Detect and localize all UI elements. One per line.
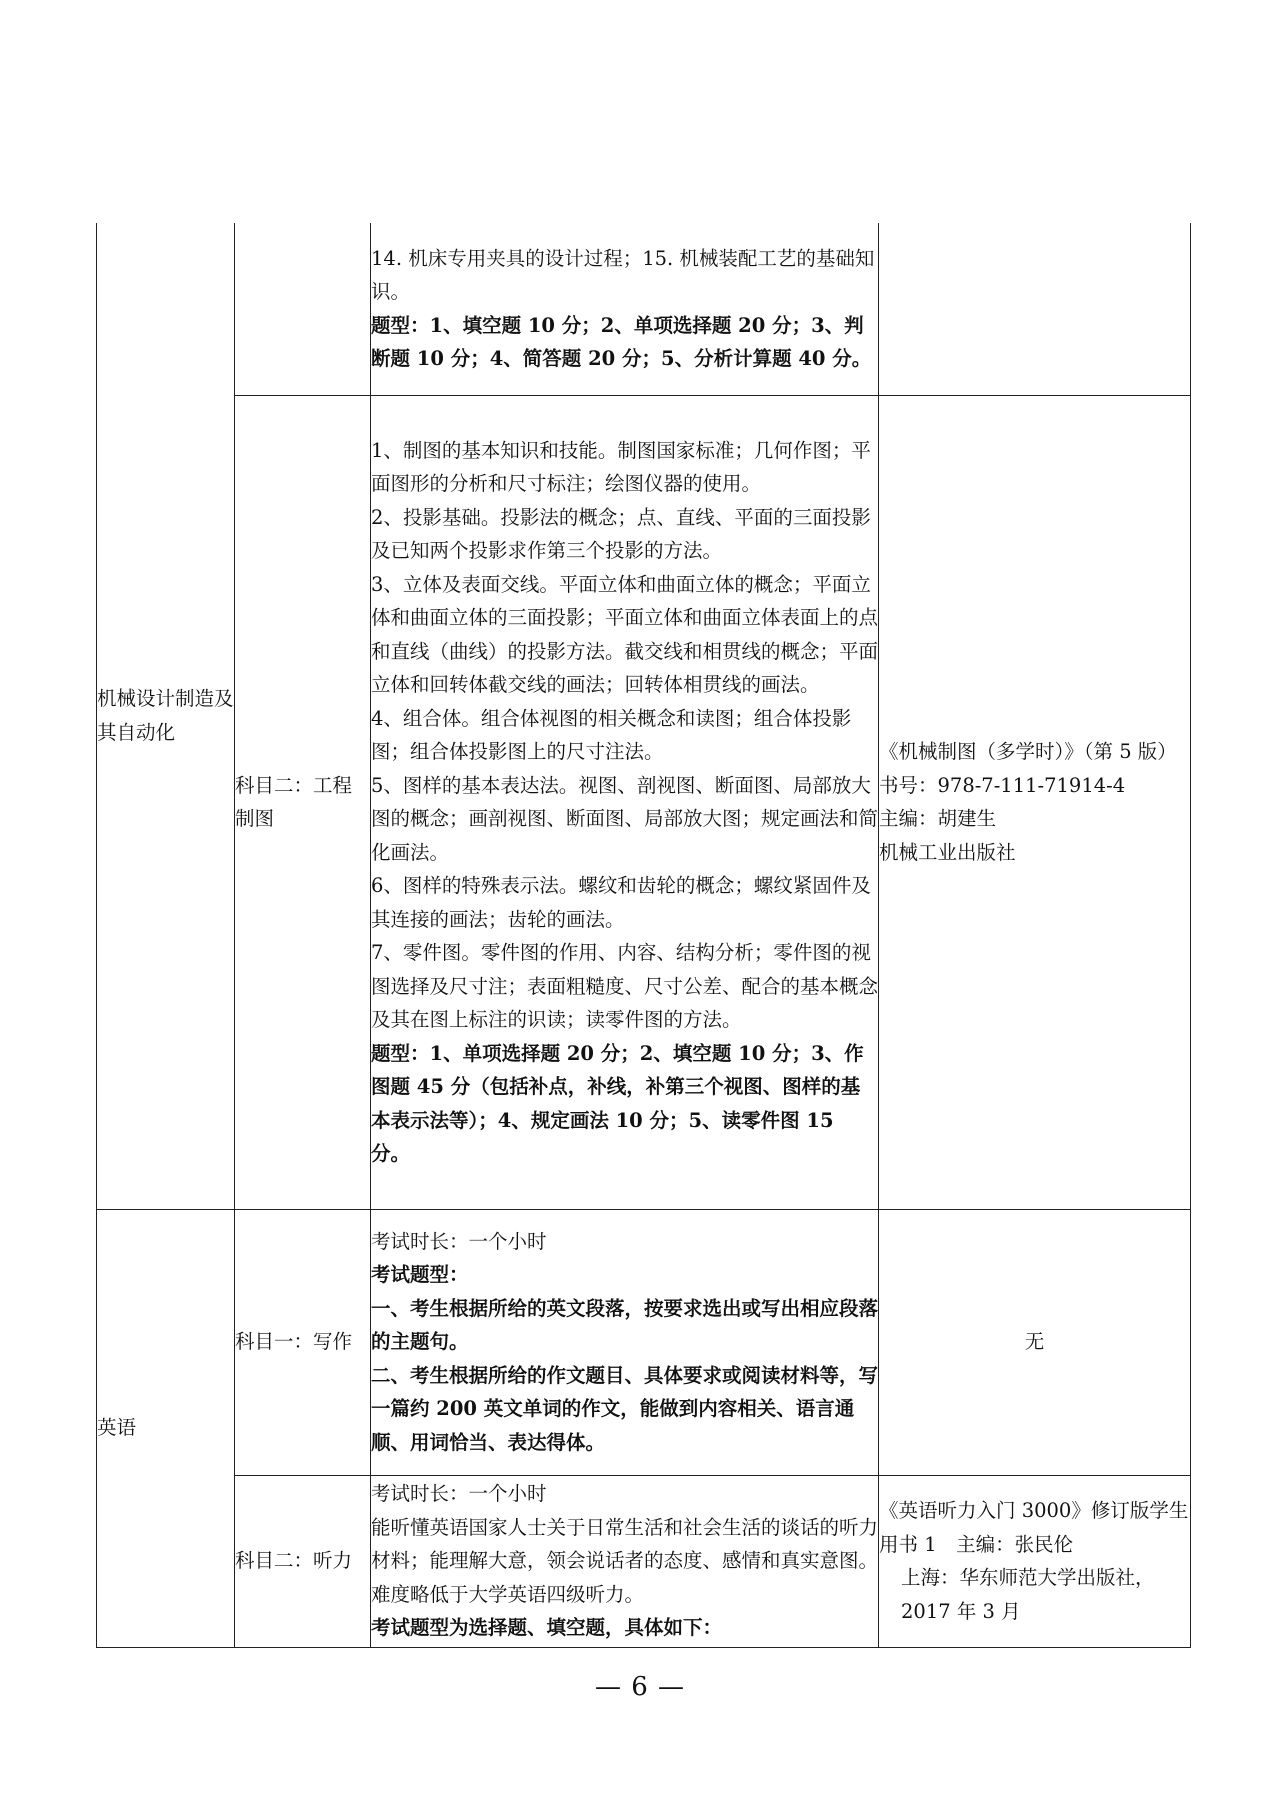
table-row-mech-continued [97, 223, 1191, 395]
textbook-isbn: 书号：978-7-111-71914-4 [879, 773, 1126, 797]
textbook-editor: 主编：胡建生 [879, 807, 997, 830]
subject-cell [235, 1475, 371, 1647]
content-paragraph: 能听懂英语国家人士关于日常生活和社会生活的谈话的听力材料；能理解大意，领会说话者的态度、感情和真实意图。难度略低于大学英语四级听力。 [371, 1515, 879, 1606]
question-types: 题型：1、单项选择题 20 分；2、填空题 10 分；3、作图题 45 分（包括补点，补线，补第三个视图、图样的基本表示法等）；4、规定画法 10 分；5、读零件图 15 分。 [371, 1041, 864, 1165]
table-row-engineering-drawing [97, 395, 1191, 1209]
major-name: 机械设计制造及其自动化 [97, 687, 234, 744]
content-paragraph: 7、零件图。零件图的作用、内容、结构分析；零件图的视图选择及尺寸注；表面粗糙度、尺寸公差、配合的基本概念及其在图上标注的识读；读零件图的方法。 [371, 941, 879, 1031]
question-types: 考试题型为选择题、填空题，具体如下： [371, 1616, 723, 1640]
textbook-none: 无 [1024, 1330, 1045, 1354]
subject-cell [235, 1209, 371, 1475]
table-row-english-listening [97, 1475, 1191, 1647]
textbook-publisher: 机械工业出版社 [879, 840, 1016, 864]
content-cell [371, 395, 879, 1209]
subject-name: 科目一：写作 [235, 1330, 353, 1354]
textbook-publisher: 上海：华东师范大学出版社， 2017 年 3 月 [901, 1566, 1165, 1623]
content-paragraph: 6、图样的特殊表示法。螺纹和齿轮的概念；螺纹紧固件及其连接的画法；齿轮的画法。 [371, 874, 871, 931]
content-paragraph: 3、立体及表面交线。平面立体和曲面立体的概念；平面立体和曲面立体的三面投影；平面立体和曲面立体表面上的点和直线（曲线）的投影方法。截交线和相贯线的概念；平面立体和回转体截交线的画法；回转体相贯线的画法。 [371, 572, 879, 696]
question-types: 题型：1、填空题 10 分；2、单项选择题 20 分；3、判断题 10 分；4、简答题 20 分；5、分析计算题 40 分。 [371, 313, 872, 371]
exam-duration: 考试时长：一个小时 [371, 1482, 547, 1506]
content-cell [371, 223, 879, 395]
table-row-english-writing [97, 1209, 1191, 1475]
question-types-heading: 考试题型： [371, 1263, 469, 1287]
major-cell [97, 1209, 235, 1647]
subject-name: 科目二：听力 [235, 1549, 353, 1573]
exam-syllabus-table [96, 223, 1191, 1648]
major-cell [97, 223, 235, 1209]
subject-cell [235, 395, 371, 1209]
subject-cell-empty [235, 223, 371, 395]
content-paragraph: 4、组合体。组合体视图的相关概念和读图；组合体投影图；组合体投影图上的尺寸注法。 [371, 706, 852, 763]
content-paragraph: 5、图样的基本表达法。视图、剖视图、断面图、局部放大图的概念；画剖视图、断面图、局部放大图；规定画法和简化画法。 [371, 773, 879, 864]
page-number: — 6 — [594, 1672, 686, 1702]
textbook-cell-empty [879, 223, 1191, 395]
content-paragraph: 14. 机床专用夹具的设计过程；15. 机械装配工艺的基础知识。 [371, 246, 875, 304]
subject-name: 科目二：工程制图 [235, 773, 353, 830]
textbook-cell [879, 1475, 1191, 1647]
textbook-cell [879, 1209, 1191, 1475]
textbook-cell [879, 395, 1191, 1209]
content-cell [371, 1475, 879, 1647]
content-cell [371, 1209, 879, 1475]
content-paragraph: 一、考生根据所给的英文段落，按要求选出或写出相应段落的主题句。 [371, 1296, 879, 1354]
content-paragraph: 二、考生根据所给的作文题目、具体要求或阅读材料等，写一篇约 200 英文单词的作文，能做到内容相关、语言通顺、用词恰当、表达得体。 [371, 1363, 879, 1454]
exam-duration: 考试时长：一个小时 [371, 1229, 547, 1253]
major-name: 英语 [97, 1416, 137, 1440]
textbook-title: 《英语听力入门 3000》修订版学生用书 1 主编：张民伦 [879, 1499, 1189, 1556]
textbook-title: 《机械制图（多学时）》（第 5 版） [879, 740, 1177, 763]
content-paragraph: 2、投影基础。投影法的概念；点、直线、平面的三面投影及已知两个投影求作第三个投影的方法。 [371, 505, 871, 562]
content-paragraph: 1、制图的基本知识和技能。制图国家标准；几何作图；平面图形的分析和尺寸标注；绘图仪器的使用。 [371, 438, 871, 495]
